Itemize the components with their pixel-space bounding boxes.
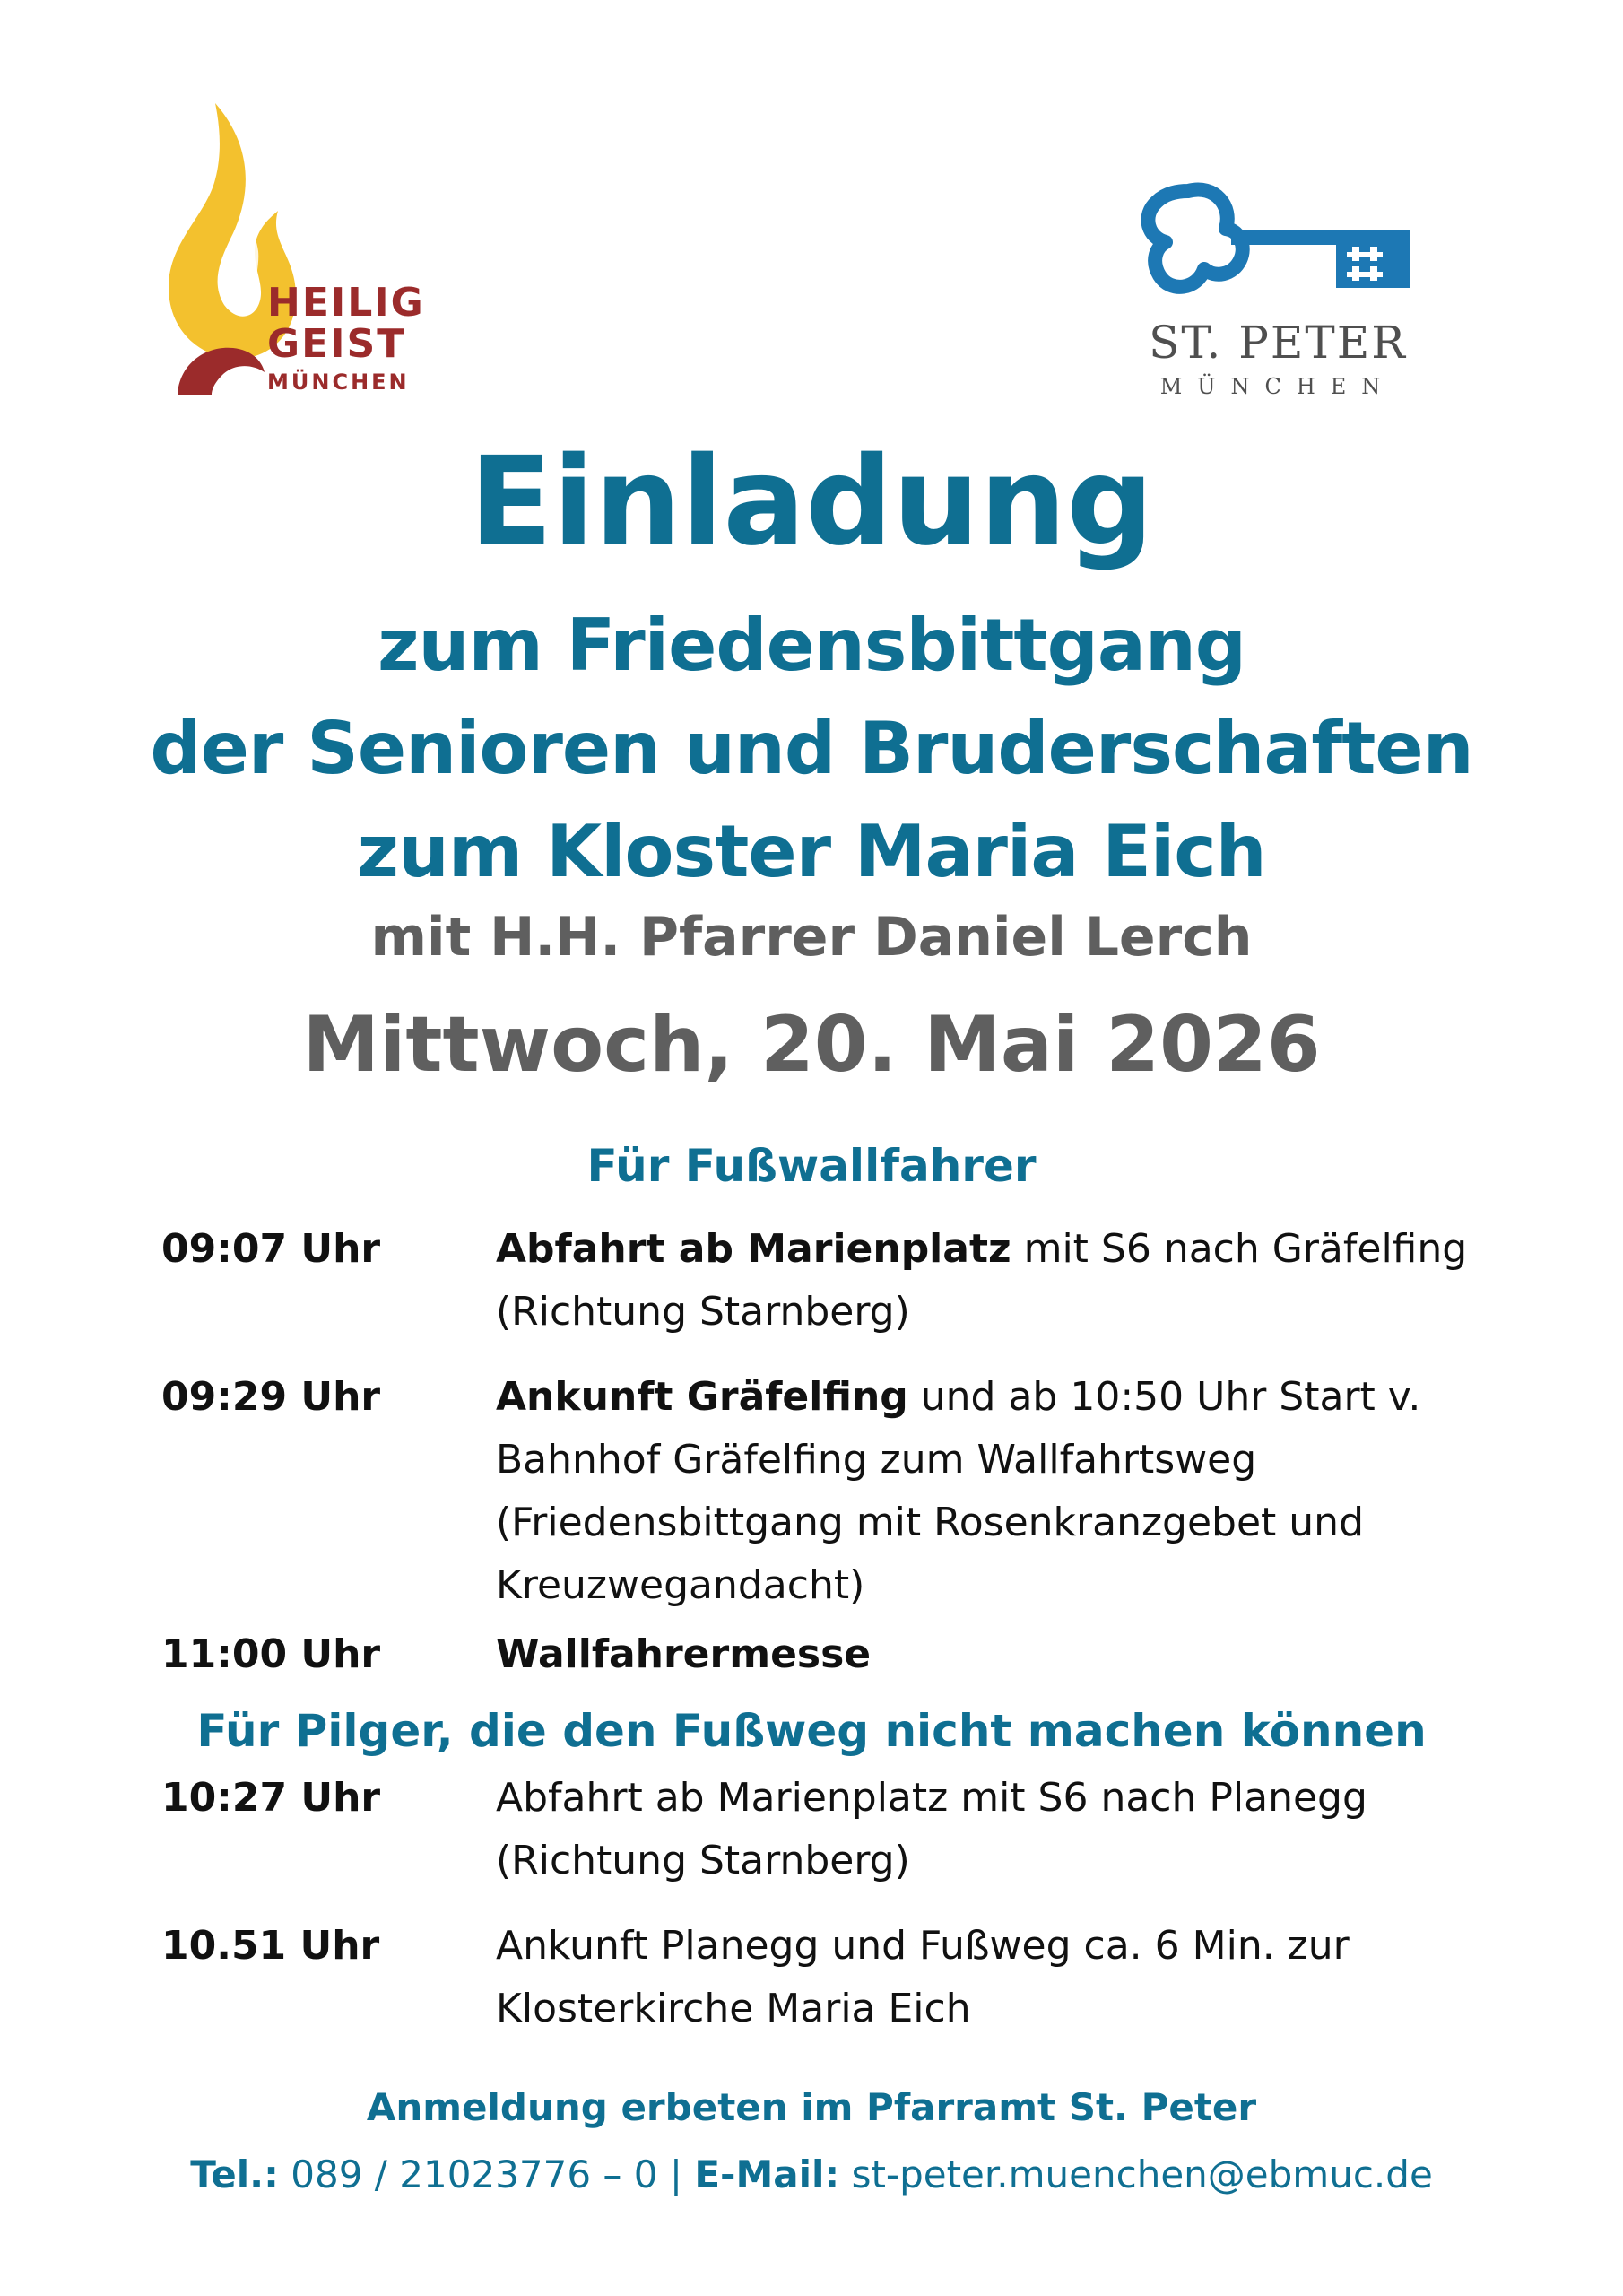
- schedule-description: [496, 1915, 1473, 2040]
- subtitle-line-2: der Senioren und Bruderschaften: [150, 707, 1473, 790]
- section-heading-non-walkers: Für Pilger, die den Fußweg nicht machen können: [196, 1705, 1427, 1757]
- schedule-description-bold: Abfahrt ab Marienplatz: [496, 1226, 1011, 1272]
- logo-text-geist: GEIST: [267, 321, 406, 367]
- email-label: E-Mail:: [694, 2152, 840, 2196]
- registration-note: Anmeldung erbeten im Pfarramt St. Peter: [366, 2085, 1257, 2129]
- key-icon: [1125, 175, 1430, 309]
- schedule-time: 10:27 Uhr: [161, 1775, 381, 1821]
- schedule-description-text: mit S6 nach Gräfelfing (Richtung Starnberg): [496, 1226, 1468, 1335]
- schedule-time: 09:29 Uhr: [161, 1374, 381, 1420]
- schedule-time: 09:07 Uhr: [161, 1226, 381, 1272]
- subtitle-line-3: zum Kloster Maria Eich: [357, 810, 1266, 893]
- tel-number: 089 / 21023776 – 0 |: [278, 2152, 695, 2196]
- subtitle-line-1: zum Friedensbittgang: [377, 604, 1246, 687]
- logo-text-muenchen: MÜNCHEN: [1159, 374, 1396, 399]
- schedule-description-bold: Ankunft Gräfelfing: [496, 1374, 908, 1420]
- priest-line: mit H.H. Pfarrer Daniel Lerch: [370, 906, 1253, 969]
- logo-text-heilig: HEILIG: [267, 280, 425, 326]
- logo-text-st-peter: ST. PETER: [1149, 317, 1407, 369]
- schedule-description-text: Abfahrt ab Marienplatz mit S6 nach Planegg (Richtung Starnberg): [496, 1775, 1367, 1883]
- schedule-description: [496, 1767, 1473, 1892]
- logo-text-muenchen: MÜNCHEN: [267, 370, 410, 395]
- event-date: Mittwoch, 20. Mai 2026: [302, 1000, 1321, 1090]
- contact-line: [0, 2148, 1623, 2202]
- schedule-description: [496, 1366, 1473, 1617]
- section-heading-walkers: Für Fußwallfahrer: [586, 1140, 1037, 1192]
- schedule-description-text: und ab 10:50 Uhr Start v. Bahnhof Gräfelfing zum Wallfahrtsweg (Friedensbittgang mit Rosenkranzgebet und Kreuzwegandacht): [496, 1374, 1421, 1608]
- schedule-time: 10.51 Uhr: [161, 1923, 380, 1969]
- schedule-description: [496, 1623, 1473, 1686]
- tel-label: Tel.:: [190, 2152, 279, 2196]
- schedule-description: [496, 1218, 1473, 1344]
- email-address[interactable]: st-peter.muenchen@ebmuc.de: [839, 2152, 1433, 2196]
- st-peter-logo: [1125, 175, 1430, 399]
- schedule-description-bold: Wallfahrermesse: [496, 1631, 872, 1677]
- heilig-geist-logo: [161, 99, 430, 399]
- schedule-time: 11:00 Uhr: [161, 1631, 381, 1677]
- schedule-description-text: Ankunft Planegg und Fußweg ca. 6 Min. zur Klosterkirche Maria Eich: [496, 1923, 1350, 2031]
- page-title: Einladung: [469, 431, 1154, 573]
